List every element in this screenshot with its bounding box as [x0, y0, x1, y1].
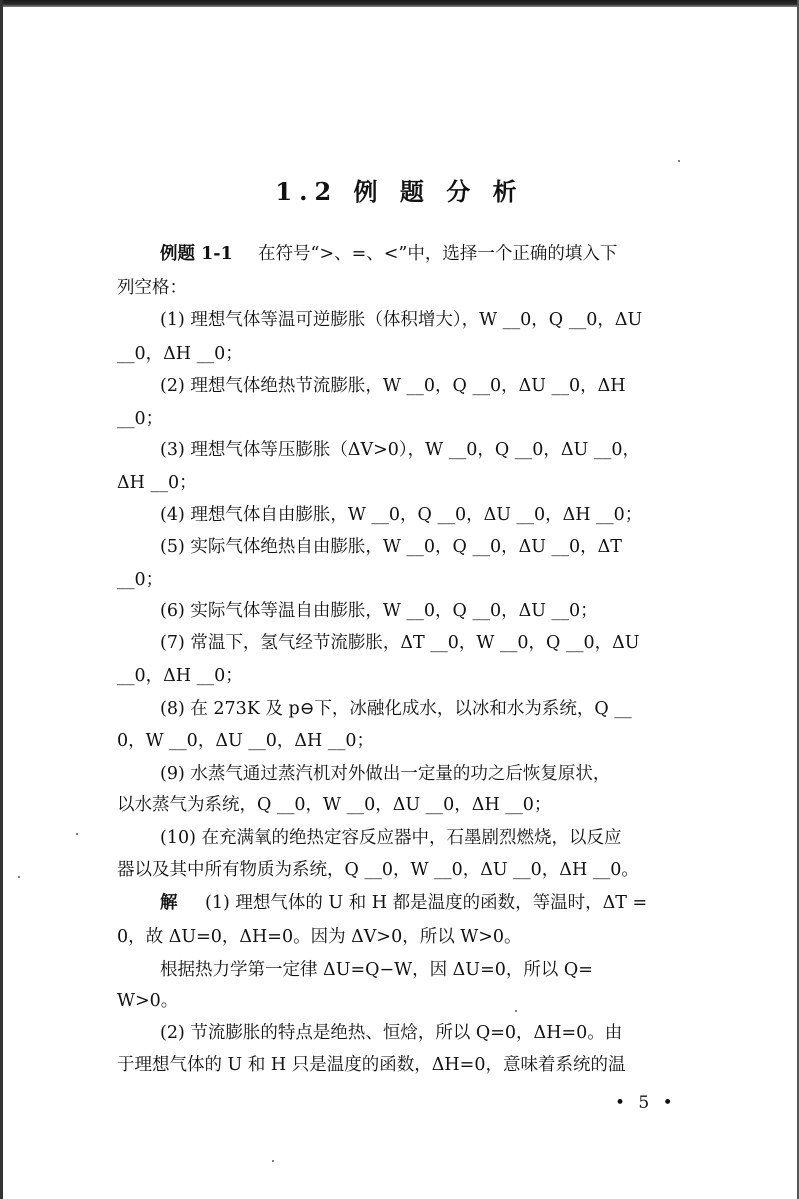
scan-speck [76, 833, 78, 835]
example-label: 例题 1-1 [160, 244, 233, 264]
scan-speck [678, 160, 680, 162]
scan-speck [515, 1010, 517, 1012]
example-text: 在符号“>、=、<”中，选择一个正确的填入下 [258, 244, 618, 264]
solution-label: 解 [160, 893, 178, 913]
section-title: 1.2 例 题 分 析 [275, 177, 524, 206]
scan-speck [18, 876, 20, 878]
solution-text: (1) 理想气体的 U 和 H 都是温度的函数，等温时，ΔT = [205, 893, 648, 913]
page-number: • 5 • [615, 1093, 677, 1113]
scan-speck [272, 1160, 274, 1162]
scan-top-edge [0, 0, 799, 7]
